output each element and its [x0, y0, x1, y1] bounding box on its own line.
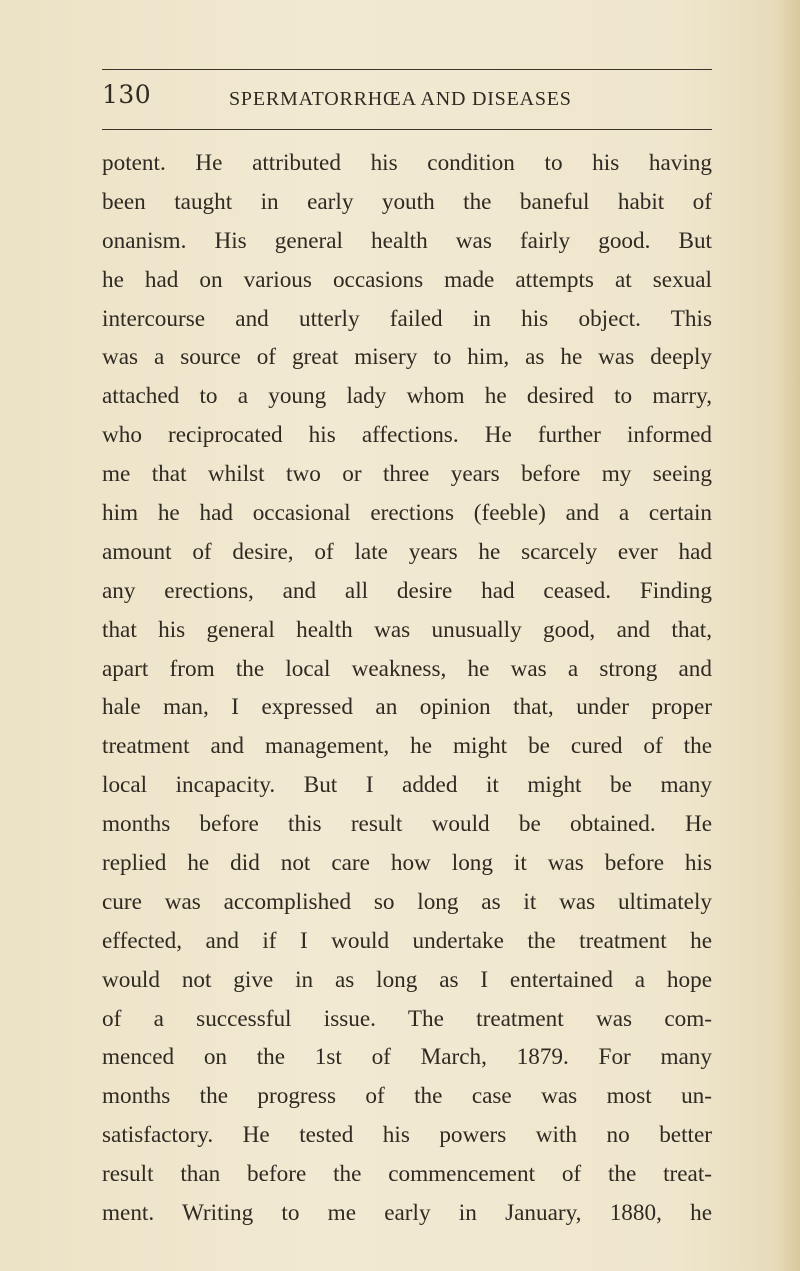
text-line: intercourse and utterly failed in his object. This [102, 305, 712, 332]
text-line: potent. He attributed his condition to his having [102, 150, 712, 176]
top-rule [102, 69, 712, 70]
text-line: amount of desire, of late years he scarcely ever had [102, 538, 712, 565]
page-header [102, 78, 712, 118]
text-line: hale man, I expressed an opinion that, under proper [102, 694, 712, 721]
page-number: 130 [102, 80, 152, 109]
text-line: local incapacity. But I added it might be many [102, 772, 712, 799]
text-line: satisfactory. He tested his powers with no better [102, 1122, 712, 1149]
text-line: he had on various occasions made attempts at sexual [102, 266, 712, 293]
text-line: been taught in early youth the baneful habit of [102, 188, 712, 215]
text-line: months before this result would be obtained. He [102, 811, 712, 838]
text-line: cure was accomplished so long as it was ultimately [102, 888, 712, 915]
text-line: that his general health was unusually good, and that, [102, 616, 712, 643]
text-line: result than before the commencement of the treat- [102, 1161, 712, 1188]
text-line: ment. Writing to me early in January, 1880, he [102, 1200, 712, 1227]
text-line: would not give in as long as I entertained a hope [102, 966, 712, 993]
running-title: SPERMATORRHŒA AND DISEASES [229, 88, 572, 110]
text-line: apart from the local weakness, he was a strong and [102, 655, 712, 682]
text-line: who reciprocated his affections. He further informed [102, 422, 712, 449]
body-paragraph [102, 144, 712, 1233]
text-line: was a source of great misery to him, as he was deeply [102, 344, 712, 371]
text-line: replied he did not care how long it was before his [102, 850, 712, 877]
text-line: any erections, and all desire had ceased. Finding [102, 577, 712, 604]
text-line: onanism. His general health was fairly good. But [102, 227, 712, 254]
text-line: of a successful issue. The treatment was com- [102, 1005, 712, 1032]
text-line: months the progress of the case was most un- [102, 1083, 712, 1110]
text-line: him he had occasional erections (feeble) and a certain [102, 500, 712, 527]
text-line: effected, and if I would undertake the treatment he [102, 927, 712, 954]
text-line: treatment and management, he might be cured of the [102, 733, 712, 760]
text-line: me that whilst two or three years before my seeing [102, 461, 712, 488]
text-line: attached to a young lady whom he desired to marry, [102, 383, 712, 410]
header-rule [102, 129, 712, 130]
text-line: menced on the 1st of March, 1879. For many [102, 1044, 712, 1071]
